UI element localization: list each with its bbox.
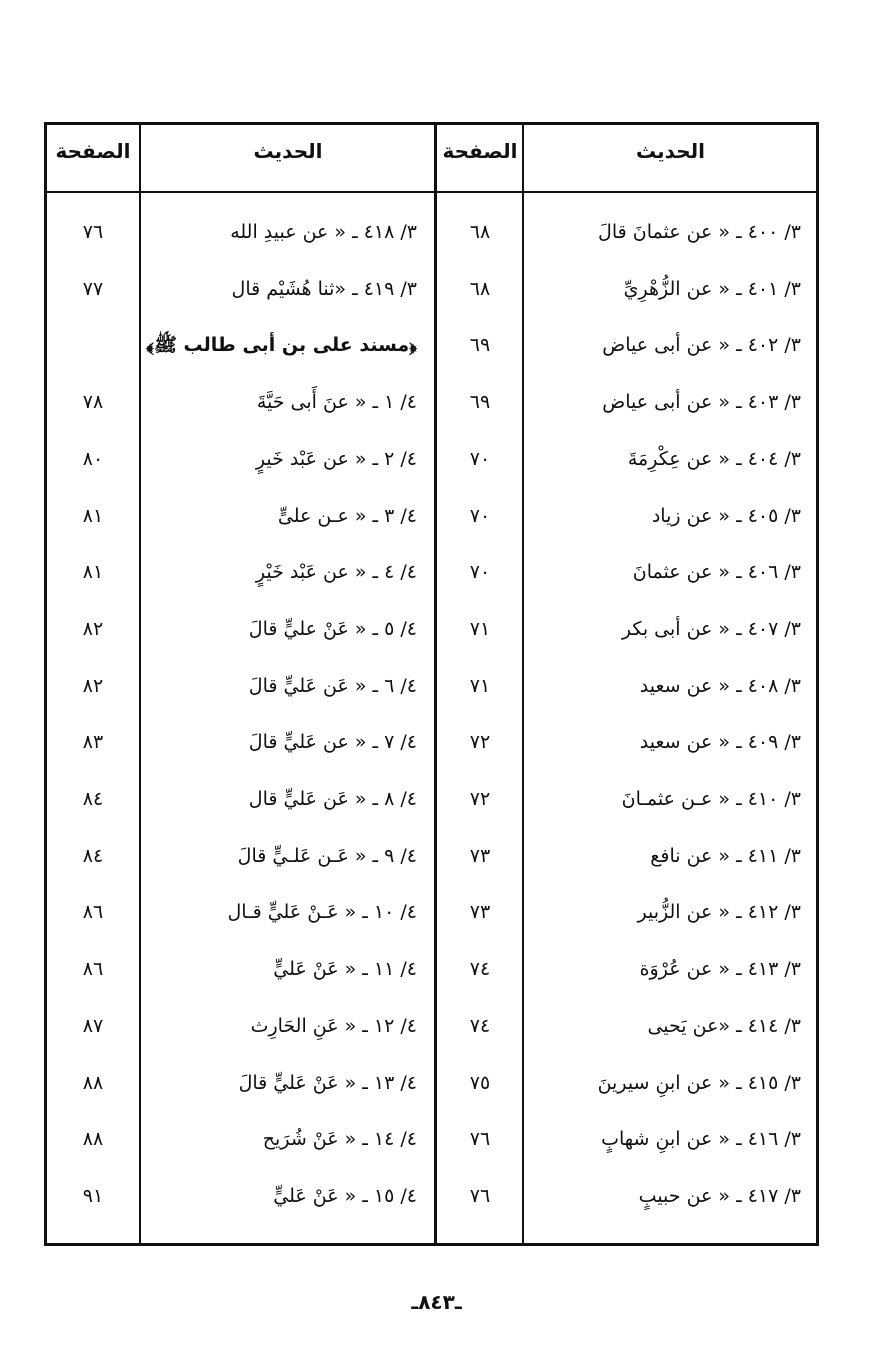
right-hadith-entry: ٣/ ٤٠١ ـ « عن الزُّهْرِيِّ xyxy=(623,278,801,300)
left-page-number: ٨٦ xyxy=(82,901,104,923)
left-page-number: ٨١ xyxy=(82,561,104,583)
right-hadith-entry: ٣/ ٤١٤ ـ «عن يَحيى xyxy=(647,1015,801,1037)
right-hadith-entry: ٣/ ٤٠٣ ـ « عن أبى عياض xyxy=(602,391,801,413)
left-hadith-entry: ٤/ ١٢ ـ « عَنِ الحَارِث xyxy=(250,1015,417,1037)
left-page-number: ٨٤ xyxy=(82,845,104,867)
left-hadith-entry: ٤/ ٦ ـ « عَن عَليٍّ قالَ xyxy=(248,675,417,697)
right-hadith-entry: ٣/ ٤١٢ ـ « عن الزُّبير xyxy=(637,901,801,923)
right-hadith-entry: ٣/ ٤١٦ ـ « عن ابنِ شهابٍ xyxy=(601,1128,801,1150)
right-page-number: ٧٦ xyxy=(469,1185,491,1207)
right-hadith-entry: ٣/ ٤١٣ ـ « عن عُرْوَة xyxy=(639,958,801,980)
right-page-number: ٧٠ xyxy=(469,561,491,583)
right-page-number: ٧٤ xyxy=(469,1015,491,1037)
left-hadith-entry: ٤/ ٧ ـ « عن عَليٍّ قالَ xyxy=(248,731,417,753)
right-page-number: ٧٣ xyxy=(469,845,491,867)
right-page-number: ٧١ xyxy=(469,618,491,640)
left-page-number: ٨٨ xyxy=(82,1072,104,1094)
left-page-number: ٨٢ xyxy=(82,675,104,697)
right-hadith-entry: ٣/ ٤١٥ ـ « عن ابنِ سيرينَ xyxy=(597,1072,801,1094)
left-hadith-entry: ٤/ ١٥ ـ « عَنْ عَليٍّ xyxy=(273,1185,417,1207)
left-hadith-entry: ٤/ ١١ ـ « عَنْ عَليٍّ xyxy=(273,958,417,980)
left-hadith-entry: ٤/ ٥ ـ « عَنْ عليٍّ قالَ xyxy=(248,618,417,640)
header-left-page: الصفحة xyxy=(55,139,131,163)
left-hadith-entry: ٤/ ٢ ـ « عن عَبْد خَيرٍ xyxy=(255,448,417,470)
right-hadith-entry: ٣/ ٤١١ ـ « عن نافع xyxy=(650,845,801,867)
right-page-number: ٧٠ xyxy=(469,505,491,527)
left-page-number: ٨٨ xyxy=(82,1128,104,1150)
right-hadith-entry: ٣/ ٤١٧ ـ « عن حبيبٍ xyxy=(638,1185,801,1207)
right-page-number: ٧٦ xyxy=(469,1128,491,1150)
right-page-number: ٧١ xyxy=(469,675,491,697)
right-hadith-entry: ٣/ ٤٠٧ ـ « عن أبى بكر xyxy=(621,618,801,640)
left-page-number: ٧٧ xyxy=(82,278,104,300)
left-hadith-entry: ٤/ ٩ ـ « عَـن عَلـيٍّ قالَ xyxy=(237,845,417,867)
left-hadith-entry: ٤/ ١ ـ « عنَ أَبى حَيَّةَ xyxy=(256,391,417,413)
header-left-hadith: الحديث xyxy=(253,139,323,163)
index-table xyxy=(44,122,819,1246)
right-hadith-entry: ٣/ ٤٠٢ ـ « عن أبى عياض xyxy=(602,334,801,356)
left-hadith-entry: ٣/ ٤١٩ ـ «ثنا هُشَيْم قال xyxy=(231,278,417,300)
right-page-number: ٧٢ xyxy=(469,731,491,753)
column-divider-left-page xyxy=(139,125,141,1243)
right-hadith-entry: ٣/ ٤٠٤ ـ « عن عِكْرِمَةَ xyxy=(627,448,801,470)
right-hadith-entry: ٣/ ٤٠٩ ـ « عن سعيد xyxy=(639,731,801,753)
left-hadith-entry: ٤/ ١٤ ـ « عَنْ شُرَيح xyxy=(262,1128,417,1150)
left-hadith-entry: ٤/ ١٠ ـ « عَـنْ عَليٍّ قـال xyxy=(227,901,417,923)
left-page-number: ٨٣ xyxy=(82,731,104,753)
left-hadith-entry: ٤/ ٨ ـ « عَن عَليٍّ قال xyxy=(248,788,417,810)
left-page-number: ٨٧ xyxy=(82,1015,104,1037)
right-hadith-entry: ٣/ ٤٠٦ ـ « عن عثمانَ xyxy=(632,561,801,583)
left-page-number: ٨١ xyxy=(82,505,104,527)
right-hadith-entry: ٣/ ٤٠٠ ـ « عن عثمانَ قالَ xyxy=(598,221,801,243)
right-hadith-entry: ٣/ ٤٠٥ ـ « عن زياد xyxy=(651,505,801,527)
right-page-number: ٧٥ xyxy=(469,1072,491,1094)
left-page-number: ٨٢ xyxy=(82,618,104,640)
header-right-hadith: الحديث xyxy=(635,139,705,163)
left-page-number: ٨٠ xyxy=(82,448,104,470)
header-divider xyxy=(47,191,816,193)
left-hadith-entry: ٤/ ٤ ـ « عن عَبْد خَيْرٍ xyxy=(255,561,417,583)
right-page-number: ٧٢ xyxy=(469,788,491,810)
left-hadith-entry: ٤/ ٣ ـ « عـن علىٍّ xyxy=(277,505,417,527)
left-hadith-entry: ٣/ ٤١٨ ـ « عن عبيدِ الله xyxy=(230,221,417,243)
right-page-number: ٦٩ xyxy=(469,334,491,356)
header-right-page: الصفحة xyxy=(442,139,518,163)
left-page-number xyxy=(47,328,139,362)
right-hadith-entry: ٣/ ٤١٠ ـ « عـن عثمـانَ xyxy=(621,788,801,810)
right-page-number: ٦٨ xyxy=(469,221,491,243)
left-page-number: ٨٦ xyxy=(82,958,104,980)
left-page-number: ٧٨ xyxy=(82,391,104,413)
right-page-number: ٧٤ xyxy=(469,958,491,980)
right-hadith-entry: ٣/ ٤٠٨ ـ « عن سعيد xyxy=(639,675,801,697)
left-page-number: ٨٤ xyxy=(82,788,104,810)
right-page-number: ٦٩ xyxy=(469,391,491,413)
left-page-number: ٩١ xyxy=(82,1185,104,1207)
right-page-number: ٦٨ xyxy=(469,278,491,300)
page-number: ـ٨٤٣ـ xyxy=(411,1290,462,1314)
right-page-number: ٧٣ xyxy=(469,901,491,923)
musnad-heading: ﴿مسند على بن أبى طالب ﷺ﴾ xyxy=(146,334,417,356)
left-hadith-entry: ٤/ ١٣ ـ « عَنْ عَليٍّ قالَ xyxy=(238,1072,417,1094)
left-page-number: ٧٦ xyxy=(82,221,104,243)
right-page-number: ٧٠ xyxy=(469,448,491,470)
